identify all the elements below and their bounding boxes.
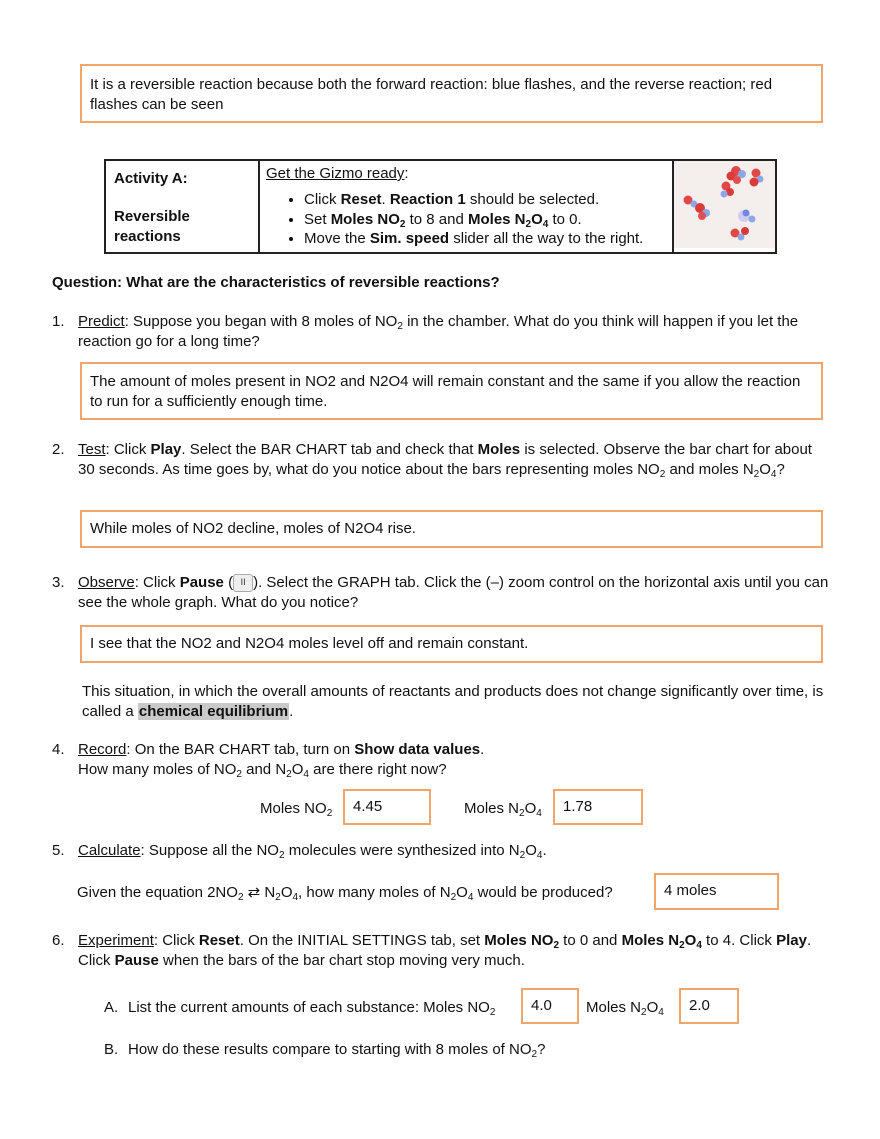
answer-box-intro[interactable] [80, 64, 823, 123]
question-label: Observe [78, 574, 135, 591]
answer-text-predict: The amount of moles present in NO2 and N2O4 will remain constant and the same if you allow the reaction to run for a sufficiently enough time. [90, 373, 801, 410]
question-1: 1. Predict: Suppose you began with 8 moles of $NO_2$ in the chamber. What do you think will happen if you let the reaction go for a long time? [52, 313, 799, 350]
question-2: 2. Test: Click Play. Select the BAR CHART tab and check that Moles is selected. Observe the bar chart for about 30 seconds. As time goes by, what do you notice about the bars representing moles $NO_2$ and moles $N_2O_4$? [52, 441, 812, 480]
part-a-n2o4-input[interactable] [679, 988, 739, 1024]
part-a-no2-input[interactable] [521, 988, 579, 1024]
moles-n2o4-input[interactable] [553, 789, 643, 825]
moles-no2-label: Moles $NO_2$ [260, 800, 333, 819]
question-label: Test [78, 441, 106, 458]
answer-text-calculate: 4 moles [664, 882, 717, 899]
instruction-list [266, 190, 672, 249]
question-heading: Question: What are the characteristics of reversible reactions? [52, 274, 500, 291]
question-number: 1. [52, 313, 65, 330]
activity-instructions-cell [259, 160, 673, 253]
instruction-item: • Set Moles $NO_2$ to 8 and Moles $N_2O_4$ to 0. [304, 210, 672, 230]
question-label: Predict [78, 313, 125, 330]
part-a-no2-value: 4.0 [531, 997, 552, 1014]
gizmo-ready-heading: Get the Gizmo ready: [266, 165, 409, 182]
equation-question: Given the equation $2NO_2$ ⇄ $N_2O_4$, how many moles of $N_2O_4$ would be produced? [77, 884, 613, 903]
question-number: 2. [52, 441, 65, 458]
answer-text-observe: I see that the NO2 and N2O4 moles level off and remain constant. [90, 635, 529, 652]
pause-icon: II [233, 574, 253, 592]
part-b-text: How do these results compare to starting with 8 moles of $NO_2$? [128, 1041, 546, 1060]
molecules-image [674, 161, 775, 248]
question-number: 5. [52, 842, 65, 859]
answer-box-test[interactable] [80, 510, 823, 548]
molecule-image-cell [673, 160, 776, 253]
moles-n2o4-value: 1.78 [563, 798, 593, 815]
equilibrium-term: chemical equilibrium [138, 703, 289, 720]
activity-title: Activity A: [114, 170, 188, 187]
question-label: Calculate [78, 842, 141, 859]
moles-no2-input[interactable] [343, 789, 431, 825]
instruction-item: • Move the Sim. speed slider all the way to the right. [304, 229, 672, 249]
part-b-label: B. [104, 1041, 119, 1058]
question-3: 3. Observe: Click Pause ( II ). Select the GRAPH tab. Click the (–) zoom control on the horizontal axis until you can see the whole graph. What do you notice? [52, 574, 829, 611]
part-a-n2o4-value: 2.0 [689, 997, 710, 1014]
question-label: Experiment [78, 932, 154, 949]
moles-no2-value: 4.45 [353, 798, 383, 815]
activity-subtitle: Reversible reactions [114, 208, 190, 245]
moles-n2o4-label: Moles $N_2O_4$ [464, 800, 542, 819]
answer-text-intro: It is a reversible reaction because both the forward reaction: blue flashes, and the reverse reaction; red flashes can be seen [90, 76, 773, 113]
question-number: 4. [52, 741, 65, 758]
question-4: 4. Record: On the BAR CHART tab, turn on Show data values. How many moles of $NO_2$ and $N_2O_4$ are there right now? [52, 741, 485, 780]
answer-box-predict[interactable] [80, 362, 823, 420]
question-label: Record [78, 741, 127, 758]
answer-text-test: While moles of NO2 decline, moles of N2O4 rise. [90, 520, 416, 537]
part-a-n2o4-label: Moles $N_2O_4$ [586, 999, 664, 1018]
question-5: 5. Calculate: Suppose all the $NO_2$ molecules were synthesized into $N_2O_4$. [52, 842, 547, 861]
question-number: 6. [52, 932, 65, 949]
answer-box-calculate[interactable] [654, 873, 779, 910]
activity-label-cell [105, 160, 259, 253]
instruction-item: • Click Reset. Reaction 1 should be selected. [304, 190, 672, 210]
answer-box-observe[interactable] [80, 625, 823, 663]
part-a-label: A. [104, 999, 119, 1016]
part-a-text: List the current amounts of each substance: Moles $NO_2$ [128, 999, 496, 1018]
question-6: 6. Experiment: Click Reset. On the INITIAL SETTINGS tab, set Moles $NO_2$ to 0 and Moles $N_2O_4$ to 4. Click Play. Click Pause when the bars of the bar chart stop moving very much. [52, 932, 812, 969]
equilibrium-paragraph: This situation, in which the overall amounts of reactants and products does not change significantly over time, is called a chemical equilibrium. [82, 683, 824, 720]
activity-table [104, 159, 777, 254]
question-number: 3. [52, 574, 65, 591]
